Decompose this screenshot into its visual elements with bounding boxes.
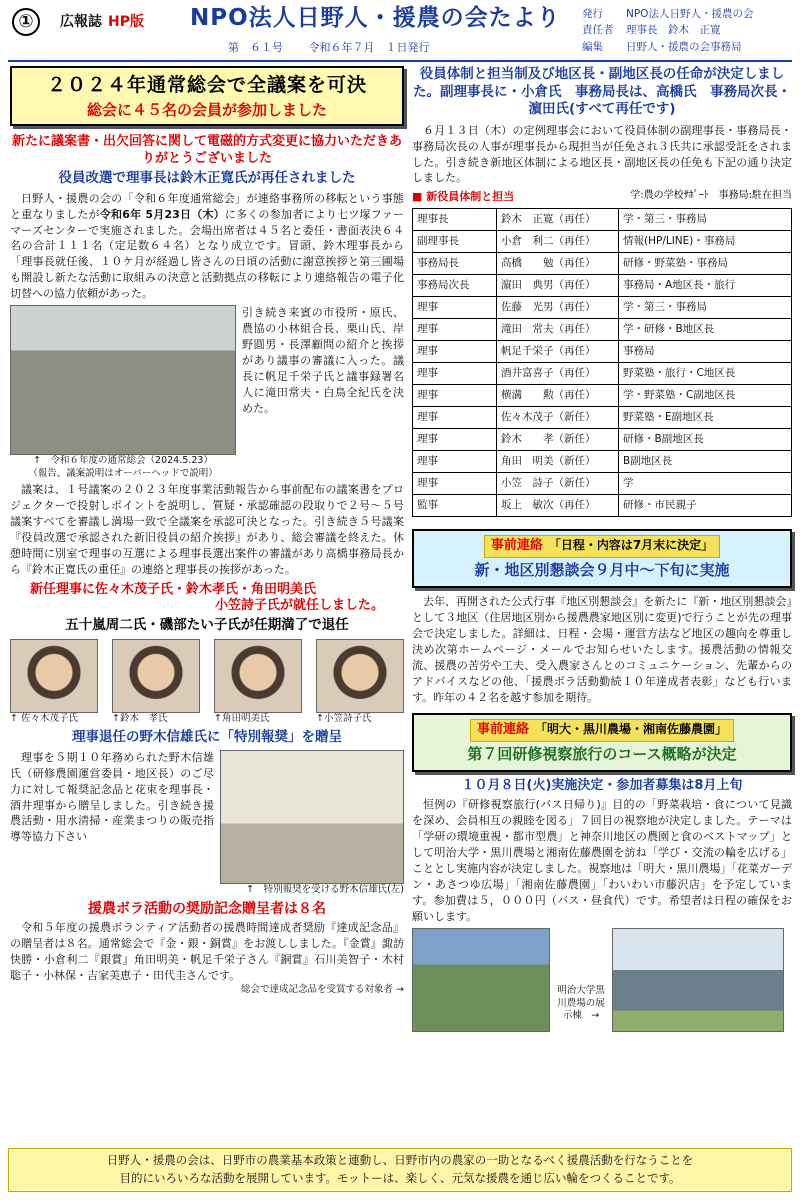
officer-name: 鈴木 正寛（再任） [497, 209, 619, 231]
officer-row [413, 385, 792, 407]
officer-role: 理事 [413, 473, 497, 495]
officer-role: 事務局次長 [413, 275, 497, 297]
officer-name: 小倉 利二（再任） [497, 231, 619, 253]
officer-duty: 学・野菜塾・C副地区長 [619, 385, 792, 407]
study-tour-title: 第７回研修視察旅行のコース概略が決定 [467, 745, 737, 764]
officer-row [413, 253, 792, 275]
officer-duty: 事務局・A地区長・旅行 [619, 275, 792, 297]
officer-name: 帆足千栄子（再任） [497, 341, 619, 363]
officer-role: 理事 [413, 407, 497, 429]
meeting-photo [10, 305, 236, 455]
officer-row [413, 429, 792, 451]
notice-tag: 事前連絡 「日程・内容は7月末に決定」 [484, 535, 720, 558]
portrait-caption: ↑ 佐々木茂子氏 [10, 712, 78, 724]
officer-role: 理事 [413, 429, 497, 451]
portrait-card [214, 639, 302, 725]
portrait-photo [10, 639, 98, 713]
pub-type-label: 広報誌 [60, 14, 102, 30]
officer-name: 酒井富喜子（再任） [497, 363, 619, 385]
thanks-heading: 新たに議案書・出欠回答に関して電磁的方式変更に協力いただきありがとうございました [11, 134, 402, 167]
officer-appointment-heading: 役員体制と担当制及び地区長・副地区長の任命が決定しました。副理事長に・小倉氏 事務局長は、高橋氏 事務局次長・濵田氏(すべて再任です) [413, 66, 791, 118]
banner-title: ２０２４年通常総会で全議案を可決 [46, 74, 367, 96]
officer-name: 佐藤 光男（再任） [497, 297, 619, 319]
portrait-photo [112, 639, 200, 713]
officer-duty: 野菜塾・旅行・C地区長 [619, 363, 792, 385]
officer-row [413, 407, 792, 429]
notice-tag-row [420, 719, 784, 742]
special-award-heading: 理事退任の野木信雄氏に「特別報奨」を贈呈 [72, 729, 342, 746]
award-block [10, 750, 404, 896]
meeting-photo-block [10, 305, 404, 480]
study-tour-paragraph: 恒例の『研修視察旅行(バス日帰り)』目的の「野菜栽培・食について見識を深め、会員相互の親睦を図る」７回目の視察地が決定しました。テーマは「学研の環境重視・都市型農」と神奈川地区の農園と食のベストマップ」として明治大学・黒川農場と湘南佐藤農園を訪ね「学び・交流の輪を広げる」こととし実施内容が決定しました。視察地は「明大・黒川農場」「花菜ガーデン・あさつゆ広場」「湘南佐藤農園」「わいわい市藤沢店」を予定しています。参加費は５，０００円（バス・昼食代）です。希望者は日程の確保をお願いします。 [412, 797, 792, 923]
footer-mission-statement [8, 1148, 792, 1192]
officer-table [412, 208, 792, 517]
officer-row [413, 209, 792, 231]
officer-list-title: ■ 新役員体制と担当 [412, 190, 515, 204]
officer-role: 理事 [413, 341, 497, 363]
award-photo-caption: ↑ 特別報奨を受ける野木信雄氏(左) [246, 883, 404, 895]
district-meeting-notice [412, 529, 792, 588]
header [0, 0, 800, 62]
officer-duty: 学・第三・事務局 [619, 209, 792, 231]
officer-name: 滝田 常夫（再任） [497, 319, 619, 341]
officer-duty: 研修・市民親子 [619, 495, 792, 517]
footer-line: 日野人・援農の会は、日野市の農業基本政策と連動し、日野市内の農家の一助となるべく援農活動を行なうことを [106, 1153, 694, 1167]
meiji-farm-photo [612, 928, 784, 1032]
district-meeting-title: 新・地区別懇談会９月中～下旬に実施 [474, 561, 730, 580]
officer-duty: 学・研修・B地区長 [619, 319, 792, 341]
meeting-photo-caption-note: （報告、議案説明はオーバーヘッドで説明） [28, 467, 218, 479]
officer-row [413, 231, 792, 253]
issue-date: 令和６年７月 １日発行 [308, 41, 430, 54]
newsletter-title: NPO法人日野人・援農の会たより [190, 5, 561, 31]
officer-row [413, 473, 792, 495]
officer-name: 濵田 典男（再任） [497, 275, 619, 297]
officer-name: 角田 明美（新任） [497, 451, 619, 473]
meeting-photo-caption: ↑ 令和６年度の通常総会（2024.5.23） [33, 455, 213, 467]
officer-row [413, 275, 792, 297]
agenda-paragraph: 議案は、１号議案の２０２３年度事業活動報告から事前配布の議案書をプロジェクターで投射しポイントを説明し、質疑・承認確認の段取りで２号～５号議案すべてを審議し満場一致で全議案を承認可決となった。引き続き５号議案『役員改選で承認された新旧役員の紹介挨拶』があり、総会審議を終えた。休憩時間に別室で理事の互選による理事長選出案件の審議があり高橋事務局長から『鈴木正寛氏の重任』の連絡と理事長の挨拶があった。 [10, 482, 404, 576]
officer-name: 坂上 敏次（再任） [497, 495, 619, 517]
portrait-card [112, 639, 200, 725]
officer-paragraph: ６月１３日（木）の定例理事会において役員体制の副理事長・事務局長・事務局次長の人事が理事長から現担当が任免され３氏共に承認受託をされました。引き続き新地区体制による地区長・副地区長の任免も下記の通り決定しました。 [412, 123, 792, 185]
officer-role: 理事長 [413, 209, 497, 231]
officer-name: 横溝 勲（再任） [497, 385, 619, 407]
officer-duty: 事務局 [619, 341, 792, 363]
volunteer-award-paragraph: 令和５年度の援農ボランティア活動者の援農時間達成者奨励『達成記念品』の贈呈者は８名。通常総会で『金・銀・銅賞』をお渡ししました。『金賞』諏訪快勝・小倉利二『銀賞』角田明美・帆足千栄子さん『銅賞』石川美智子・木村聡子・小林保・吉家美恵子・田代圭さんです。 [10, 921, 404, 983]
footer-line: 目的にいろいろな活動を展開しています。モットーは、楽しく、元気な援農を通じ広い輪をつくることです。 [119, 1170, 681, 1185]
portrait-card [316, 639, 404, 725]
general-meeting-banner [10, 66, 404, 126]
officer-duty: 研修・B副地区長 [619, 429, 792, 451]
volunteer-award-heading: 援農ボラ活動の奨励記念贈呈者は８名 [88, 901, 326, 918]
new-director-portraits [10, 639, 404, 725]
portrait-photo [214, 639, 302, 713]
new-directors-heading-2: 小笠詩子氏が就任しました。 [214, 598, 384, 614]
officer-list-note: 学:農の学校ｻﾎﾟｰﾄ 事務局:駐在担当 [630, 190, 792, 202]
hp-version-label: HP版 [108, 14, 144, 30]
issue-marker: ① [12, 8, 40, 36]
officer-role: 副理事長 [413, 231, 497, 253]
portrait-photo [316, 639, 404, 713]
officer-duty: 情報(HP/LINE)・事務局 [619, 231, 792, 253]
officer-role: 理事 [413, 385, 497, 407]
volunteer-photo-caption: 総会で達成記念品を受賞する対象者 → [241, 984, 404, 995]
meeting-photo-figure [10, 305, 236, 480]
banner-subtitle: 総会に４５名の会員が参加しました [86, 100, 327, 119]
officer-row [413, 319, 792, 341]
officer-name: 佐々木茂子（新任） [497, 407, 619, 429]
portrait-card [10, 639, 98, 725]
left-column [10, 66, 404, 996]
officer-role: 理事 [413, 297, 497, 319]
masthead-row: 発行 NPO法人日野人・援農の会 [582, 8, 754, 20]
award-paragraph: 理事を５期１０年務められた野木信雄氏（研修農園運営委員・地区長）のご尽力に対して報奨記念品と花束を理事長・酒井理事から贈呈しました。引き続き援農活動・用水清掃・産業まつりの販売指導等協力下さい [10, 750, 214, 844]
officer-duty: 学・第三・事務局 [619, 297, 792, 319]
officer-duty: 野菜塾・E副地区長 [619, 407, 792, 429]
masthead-row: 責任者 理事長 鈴木 正寛 [582, 24, 721, 37]
right-column [412, 66, 792, 1032]
officer-name: 高橋 勉（再任） [497, 253, 619, 275]
officer-duty: 学 [619, 473, 792, 495]
issue-number: 第 ６１号 [228, 41, 283, 54]
reelection-heading: 役員改選で理事長は鈴木正寛氏が再任されました [58, 170, 356, 187]
officer-row [413, 495, 792, 517]
officer-row [413, 451, 792, 473]
officer-row [413, 363, 792, 385]
officer-list-header [412, 189, 792, 205]
portrait-caption: ↑鈴木 孝氏 [112, 712, 168, 724]
meiji-farm-caption: 明治大学黒川農場の展示棟 → [557, 985, 605, 1022]
officer-name: 鈴木 孝（新任） [497, 429, 619, 451]
retired-directors-heading: 五十嵐周二氏・磯部たい子氏が任期満了で退任 [65, 617, 349, 634]
portrait-caption: ↑小笠詩子氏 [316, 712, 372, 724]
officer-role: 理事 [413, 451, 497, 473]
officer-row [413, 297, 792, 319]
publication-type [60, 12, 144, 32]
issue-info [228, 40, 452, 56]
header-divider [8, 60, 792, 62]
study-tour-photos [412, 928, 792, 1032]
officer-name: 小笠 詩子（新任） [497, 473, 619, 495]
study-tour-date-heading: １０月８日(火)実施決定・参加者募集は8月上旬 [461, 778, 743, 794]
district-meeting-paragraph: 去年、再開された公式行事『地区別懇談会』を新たに『新・地区別懇談会』として３地区（住居地区別から援農農家地区別に変更)で行うことが先の理事会で決定しました。詳細は、日程・会場・運営方法など地区の趣向を尊重し決め次第ホームページ・メールでお知らせいたします。援農活動の情報交流、援農の苦労や工夫、受入農家さんとのコミュニケーション、先輩からのアドバイスなどの他、「援農ボラ活動勤続１０年達成者表彰」なども行います。昨年の４２名を越す参加を期待。 [412, 594, 792, 704]
officer-duty: B副地区長 [619, 451, 792, 473]
masthead-row: 編集 日野人・援農の会事務局 [582, 40, 742, 53]
notice-tag-row [420, 535, 784, 558]
officer-role: 理事 [413, 363, 497, 385]
officer-row [413, 341, 792, 363]
notice-tag: 事前連絡 「明大・黒川農場・湘南佐藤農園」 [470, 719, 734, 742]
study-tour-notice [412, 713, 792, 772]
masthead [582, 6, 753, 55]
group-photo [412, 928, 550, 1032]
officer-role: 理事 [413, 319, 497, 341]
new-directors-heading: 新任理事に佐々木茂子氏・鈴木孝氏・角田明美氏 [30, 581, 317, 597]
officer-duty: 研修・野菜塾・事務局 [619, 253, 792, 275]
officer-role: 監事 [413, 495, 497, 517]
portrait-caption: ↑角田明美氏 [214, 712, 270, 724]
officer-role: 事務局長 [413, 253, 497, 275]
meeting-date: 令和6年 5月23日（木） [99, 207, 225, 221]
meeting-paragraph: 日野人・援農の会の「令和６年度通常総会」が連絡事務所の移転という事態と重なりましたが令和6年 5月23日（木）に多くの参加者により七ツ塚ファーマーズセンターで実施されました。会場出席者は４５名と委任・書面表決６４名の合計１１１名（定足数６４名）となり成立です。冒頭、鈴木理事長から「理事長就任後、１０ケ月が経過し皆さんの日頃の活動に謝意挨拶と第三圃場も開設し新たな活動に取組みの決意と活動拠点の移転により連絡報告の電子化切替への協力依頼があった。 [10, 191, 404, 301]
guests-paragraph: 引き続き来賓の市役所・原氏、農協の小林組合長、栗山氏、岸野圓男・長澤顧問の紹介と挨拶があり議事の審議に入った。議長に帆足千栄子氏と議事録署名人に滝田常夫・白鳥全紀氏を決めた。 [242, 306, 404, 415]
award-photo [220, 750, 404, 884]
